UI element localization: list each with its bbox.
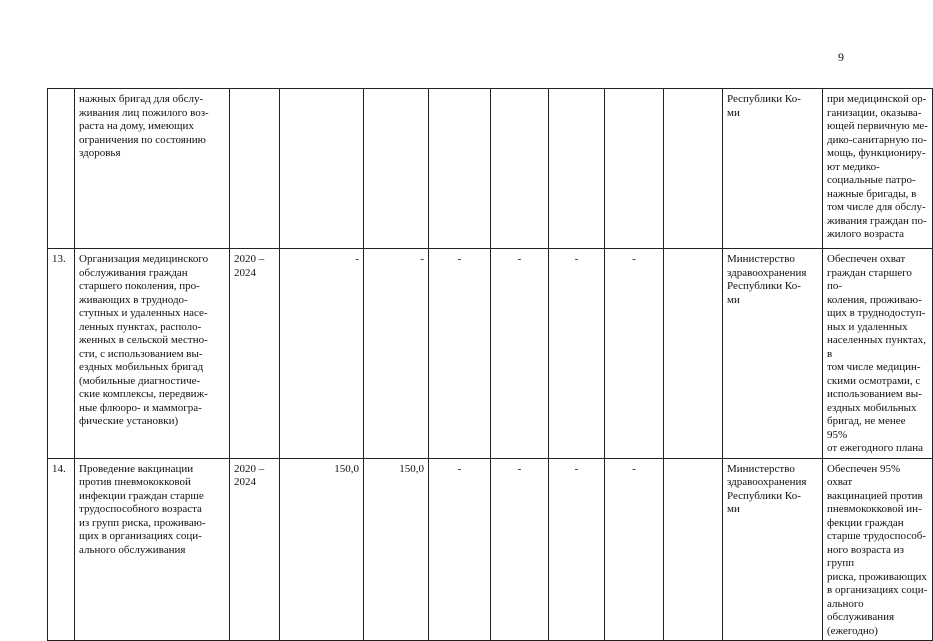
program-table: [47, 88, 933, 641]
period-cell: 2020 – 2024: [230, 458, 280, 641]
page-number: 9: [838, 50, 844, 64]
expected-result: Обеспечен охват граждан старшего по- коления, проживаю- щих в труднодоступ- ных и удаленных населенных пунктах, в том числе медицин- скими осмотрами, с использованием вы- ездных мобильных бригад, не менее 95% от ежегодного плана: [823, 249, 933, 459]
funding-cell: -: [491, 458, 549, 641]
activity-description: Организация медицинского обслуживания граждан старшего поколения, про- живающих в труднодо- ступных и удаленных насе- ленных пунктах, располо- женных в сельской местно- сти, с использованием вы- ездных мобильных бригад (мобильные диагностиче- ские комплексы, передвиж- ные флюоро- и маммогра- фические установки): [75, 249, 230, 459]
activity-description: Проведение вакцинации против пневмококковой инфекции граждан старше трудоспособного возраста из групп риска, проживаю- щих в организациях соци- ального обслуживания: [75, 458, 230, 641]
funding-cell: [549, 89, 605, 249]
funding-cell: [605, 89, 664, 249]
period-cell: [230, 89, 280, 249]
funding-cell: [664, 458, 723, 641]
funding-cell: [664, 249, 723, 459]
period-cell: 2020 – 2024: [230, 249, 280, 459]
table-row: [48, 249, 933, 459]
funding-cell: -: [429, 458, 491, 641]
funding-cell: -: [605, 249, 664, 459]
funding-cell: -: [491, 249, 549, 459]
funding-cell: -: [605, 458, 664, 641]
funding-cell: -: [429, 249, 491, 459]
funding-cell: [429, 89, 491, 249]
funding-cell: 150,0: [364, 458, 429, 641]
activity-description: нажных бригад для обслу- живания лиц пожилого воз- раста на дому, имеющих ограничения по состоянию здоровья: [75, 89, 230, 249]
funding-cell: [280, 89, 364, 249]
funding-cell: 150,0: [280, 458, 364, 641]
funding-cell: [664, 89, 723, 249]
funding-cell: [364, 89, 429, 249]
funding-cell: -: [364, 249, 429, 459]
row-number: 13.: [48, 249, 75, 459]
responsible-body: Министерство здравоохранения Республики Ко- ми: [723, 249, 823, 459]
row-number: 14.: [48, 458, 75, 641]
table-row: [48, 89, 933, 249]
funding-cell: -: [280, 249, 364, 459]
funding-cell: [491, 89, 549, 249]
expected-result: при медицинской ор- ганизации, оказыва- ющей первичную ме- дико-санитарную по- мощь, функциониру- ют медико- социальные патро- нажные бригады, в том числе для обслу- живания граждан по- жилого возраста: [823, 89, 933, 249]
responsible-body: Министерство здравоохранения Республики Ко- ми: [723, 458, 823, 641]
funding-cell: -: [549, 458, 605, 641]
funding-cell: -: [549, 249, 605, 459]
responsible-body: Республики Ко- ми: [723, 89, 823, 249]
expected-result: Обеспечен 95% охват вакцинацией против пневмококковой ин- фекции граждан старше трудоспособ- ного возраста из групп риска, проживающих в организациях соци- ального обслуживания (ежегодно): [823, 458, 933, 641]
row-number: [48, 89, 75, 249]
table-row: [48, 458, 933, 641]
